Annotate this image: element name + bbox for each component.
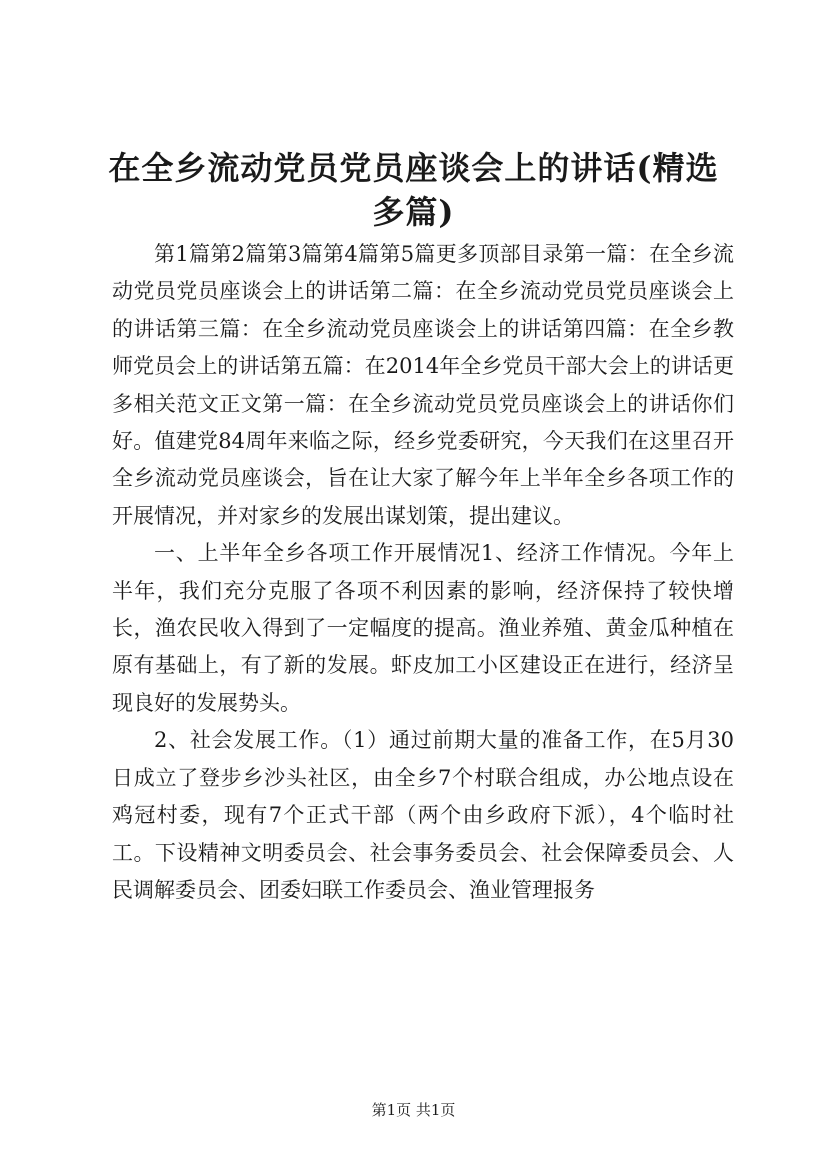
page-footer: 第1页 共1页 xyxy=(371,1101,456,1119)
document-title: 在全乡流动党员党员座谈会上的讲话(精选多篇) xyxy=(108,149,719,231)
document-body xyxy=(112,236,734,909)
paragraph: 第1篇第2篇第3篇第4篇第5篇更多顶部目录第一篇：在全乡流动党员党员座谈会上的讲话第二篇：在全乡流动党员党员座谈会上的讲话第三篇：在全乡流动党员座谈会上的讲话第四篇：在全乡教师党员会上的讲话第五篇：在2014年全乡党员干部大会上的讲话更多相关范文正文第一篇：在全乡流动党员党员座谈会上的讲话你们好。值建党84周年来临之际，经乡党委研究，今天我们在这里召开全乡流动党员座谈会，旨在让大家了解今年上半年全乡各项工作的开展情况，并对家乡的发展出谋划策，提出建议。 xyxy=(112,242,734,528)
paragraph: 2、社会发展工作。（1）通过前期大量的准备工作，在5月30日成立了登步乡沙头社区，由全乡7个村联合组成，办公地点设在鸡冠村委，现有7个正式干部（两个由乡政府下派），4个临时社工。下设精神文明委员会、社会事务委员会、社会保障委员会、人民调解委员会、团委妇联工作委员会、渔业管理报务 xyxy=(112,728,734,902)
paragraph: 一、上半年全乡各项工作开展情况1、经济工作情况。今年上半年，我们充分克服了各项不利因素的影响，经济保持了较快增长，渔农民收入得到了一定幅度的提高。渔业养殖、黄金瓜种植在原有基础上，有了新的发展。虾皮加工小区建设正在进行，经济呈现良好的发展势头。 xyxy=(112,541,734,715)
